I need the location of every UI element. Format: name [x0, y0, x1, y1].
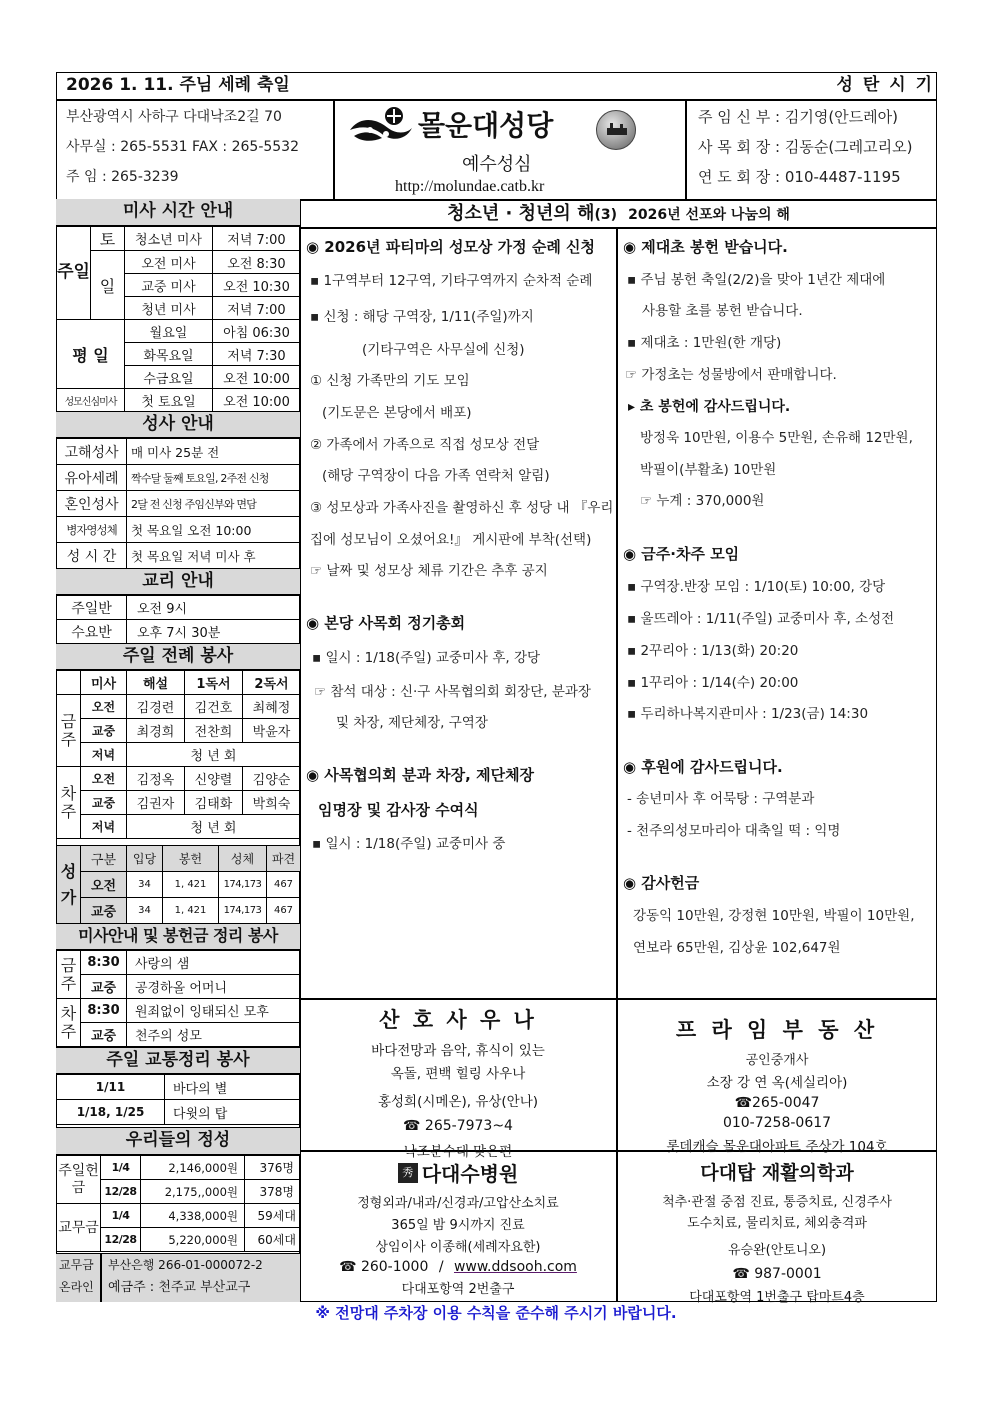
mass-time: 오전 10:00	[213, 389, 301, 412]
reader-2: 김양순	[243, 767, 301, 791]
column-header: 입당	[127, 846, 163, 872]
ad-line: 척추·관절 중점 진료, 통증치료, 신경주사	[662, 1195, 892, 1210]
pastor: 주 임 신 부 : 김기영(안드레아)	[698, 108, 898, 126]
body-line: ▪ 신청 : 해당 구역장, 1/11(주일)까지	[310, 309, 534, 325]
ad-title: 프 라 임 부 동 산	[675, 1018, 879, 1042]
ad-line: 옥돌, 편백 힐링 사우나	[390, 1066, 526, 1082]
bank-account: 부산은행 266-01-000072-2	[108, 1258, 263, 1272]
class-time: 오후 7시 30분	[127, 620, 301, 644]
body-line: 박필이(부활초) 10만원	[640, 462, 777, 478]
group-name: 공경하올 어머니	[127, 975, 301, 999]
offering-date: 12/28	[101, 1180, 141, 1204]
footer-notice: ※ 전망대 주차장 이용 수칙을 준수해 주시기 바랍니다.	[315, 1304, 677, 1322]
hymn-table	[56, 845, 301, 924]
divider	[56, 99, 937, 101]
sacraments-title: 성사 안내	[56, 411, 300, 438]
class-label: 수요반	[57, 620, 127, 644]
theme-sub: 2026년 선포와 나눔의 해	[628, 207, 790, 223]
offering-amount: 2,175,,000원	[141, 1180, 245, 1204]
mass-label: 교중	[81, 791, 127, 815]
mass-name: 월요일	[125, 320, 213, 343]
divider	[300, 998, 937, 1000]
separator: /	[438, 1259, 444, 1275]
traffic-group: 바다의 별	[165, 1075, 301, 1100]
dues-label: 교무금	[57, 1204, 101, 1252]
hospital-website-link[interactable]: www.ddsooh.com	[453, 1259, 577, 1275]
body-line: (해당 구역장이 다음 가족 연락처 알림)	[322, 468, 550, 484]
reader-1: 김태화	[185, 791, 243, 815]
theme-main: 청소년 · 청년의 해	[447, 203, 595, 224]
ad-title: 다대수병원	[421, 1162, 519, 1186]
mass-label: 저녁	[81, 743, 127, 767]
address: 부산광역시 사하구 다대낙조2길 70	[66, 109, 282, 125]
ad-phone: ☎ 265-7973~4	[403, 1118, 513, 1134]
body-line: ▪ 1구역부터 12구역, 기타구역까지 순차적 순례	[310, 273, 593, 289]
mass-label: 8:30	[81, 951, 127, 975]
hymn-number: 1, 421	[163, 872, 219, 898]
ad-rehab-clinic	[617, 1158, 937, 1305]
offering-amount: 5,220,000원	[141, 1228, 245, 1252]
divider	[685, 99, 687, 200]
sacrament-value: 첫 목요일 오전 10:00	[127, 517, 301, 543]
date-title: 2026 1. 11. 주님 세례 축일	[66, 75, 290, 95]
sacrament-label: 고해성사	[57, 439, 127, 465]
divider	[333, 99, 335, 200]
hymn-number: 34	[127, 872, 163, 898]
offering-amount: 4,338,000원	[141, 1204, 245, 1228]
body-line: 강동익 10만원, 강정현 10만원, 박필이 10만원,	[633, 908, 915, 924]
liturgy-title: 주일 전례 봉사	[56, 643, 300, 670]
youth-group: 청 년 회	[127, 815, 301, 839]
ad-line: 바다전망과 음악, 휴식이 있는	[371, 1043, 545, 1059]
section-title-altar-candles: ◉ 제대초 봉헌 받습니다.	[623, 238, 788, 256]
section-title-fatima: ◉ 2026년 파티마의 성모상 가정 순례 신청	[306, 238, 596, 256]
offering-count: 378명	[245, 1180, 301, 1204]
traffic-title: 주일 교통정리 봉사	[56, 1047, 300, 1074]
column-header: 봉헌	[163, 846, 219, 872]
body-line: ☞ 누계 : 370,000원	[640, 493, 765, 509]
body-line: ▪ 구역장.반장 모임 : 1/10(토) 10:00, 강당	[627, 579, 886, 595]
body-line: ① 신청 가족만의 기도 모임	[310, 373, 470, 389]
parish-logo-icon	[348, 106, 414, 146]
ad-line: 정형외과/내과/신경과/고압산소치료	[357, 1196, 559, 1211]
sun-label: 일	[91, 251, 125, 320]
mass-time: 오전 8:30	[213, 251, 301, 274]
online-label: 온라인	[59, 1280, 94, 1294]
body-line: 및 차장, 제단체장, 구역장	[336, 715, 488, 731]
church-emblem-icon	[596, 110, 636, 150]
ad-owner: 상임이사 이종해(세례자요한)	[375, 1240, 541, 1255]
mass-label: 오전	[81, 872, 127, 898]
mass-label: 오전	[81, 767, 127, 791]
group-name: 사랑의 샘	[127, 951, 301, 975]
ad-location: 낙조분수대 맞은편	[403, 1144, 513, 1160]
body-line: 방정욱 10만원, 이용수 5만원, 손유해 12만원,	[640, 430, 913, 446]
class-time: 오전 9시	[127, 596, 301, 620]
mass-label: 교중	[81, 719, 127, 743]
mass-name: 첫 토요일	[125, 389, 213, 412]
body-line: ▪ 제대초 : 1만원(한 개당)	[627, 335, 782, 351]
mass-name: 화목요일	[125, 343, 213, 366]
saturday-label: 토	[91, 227, 125, 251]
mass-time: 저녁 7:00	[213, 227, 301, 251]
commentator: 김정옥	[127, 767, 185, 791]
body-line: ☞ 가정초는 성물방에서 판매합니다.	[625, 367, 837, 383]
sunday-label: 주일	[57, 227, 91, 320]
traffic-date: 1/18, 1/25	[57, 1100, 165, 1125]
section-title-appointment: ◉ 사목협의회 분과 차장, 제단체장	[306, 766, 535, 784]
mass-name: 오전 미사	[125, 251, 213, 274]
body-line: 사용할 초를 봉헌 받습니다.	[642, 303, 803, 319]
empty-cell	[57, 671, 81, 695]
body-line: ▪ 일시 : 1/18(주일) 교중미사 중	[312, 836, 506, 852]
section-title-council-meeting: ◉ 본당 사목회 정기총회	[306, 614, 466, 632]
body-line: ▪ 2꾸리아 : 1/13(화) 20:20	[627, 643, 799, 659]
weekday-label: 평 일	[57, 320, 125, 389]
body-line: ▪ 주님 봉헌 축일(2/2)을 맞아 1년간 제대에	[627, 272, 886, 288]
offering-count: 60세대	[245, 1228, 301, 1252]
hymn-number: 467	[267, 898, 301, 924]
this-week-label: 금주	[57, 695, 81, 767]
ad-title: 산 호 사 우 나	[379, 1008, 537, 1032]
body-line: ▪ 일시 : 1/18(주일) 교중미사 후, 강당	[312, 650, 541, 666]
traffic-table	[56, 1074, 301, 1125]
body-line: ▪ 울뜨레아 : 1/11(주일) 교중미사 후, 소성전	[627, 611, 895, 627]
next-week-label: 차주	[57, 767, 81, 839]
section-title-meetings: ◉ 금주·차주 모임	[623, 545, 740, 563]
mass-time: 오전 10:30	[213, 274, 301, 297]
online-label: 교무금	[59, 1258, 94, 1272]
mass-label: 교중	[81, 975, 127, 999]
ad-phone: ☎ 260-1000	[339, 1259, 429, 1275]
mass-label: 오전	[81, 695, 127, 719]
ad-location: 다대포항역 2번출구	[401, 1282, 515, 1297]
office-phone: 사무실 : 265-5531 FAX : 265-5532	[66, 139, 299, 155]
offering-count: 59세대	[245, 1204, 301, 1228]
council-president: 사 목 회 장 : 김동순(그레고리오)	[698, 138, 913, 156]
reader-2: 최혜정	[243, 695, 301, 719]
mass-name: 교중 미사	[125, 274, 213, 297]
hospital-logo-icon: 秀	[398, 1163, 418, 1183]
marian-mass-label: 성모신심미사	[57, 389, 125, 412]
ad-owner: 유승완(안토니오)	[727, 1243, 827, 1258]
mass-times-title: 미사 시간 안내	[56, 199, 300, 226]
next-week-label: 차주	[57, 999, 81, 1047]
offering-count: 376명	[245, 1156, 301, 1180]
mass-times-table	[56, 226, 301, 412]
ad-owner: 소장 강 연 옥(세실리아)	[706, 1075, 848, 1091]
liturgical-season: 성 탄 시 기	[836, 75, 934, 95]
ad-location: 롯데캐슬 몰운대아파트 주상가 104호	[666, 1139, 888, 1155]
group-name: 원죄없이 잉태되신 모후	[127, 999, 301, 1023]
traffic-group: 다윗의 탑	[165, 1100, 301, 1125]
reader-1: 김건호	[185, 695, 243, 719]
collection-service-table	[56, 950, 301, 1047]
ad-line: 도수치료, 물리치료, 체외충격파	[687, 1216, 867, 1231]
offering-amount: 2,146,000원	[141, 1156, 245, 1180]
column-header: 1독서	[185, 671, 243, 695]
column-header: 구분	[81, 846, 127, 872]
class-label: 주일반	[57, 596, 127, 620]
this-week-label: 금주	[57, 951, 81, 999]
mass-time: 저녁 7:30	[213, 343, 301, 366]
collection-service-title: 미사안내 및 봉헌금 정리 봉사	[56, 923, 300, 950]
mass-label: 8:30	[81, 999, 127, 1023]
divider	[300, 227, 937, 229]
hymn-label: 성가	[57, 846, 81, 924]
ad-line: 공인중개사	[745, 1053, 809, 1068]
divider	[100, 1253, 102, 1302]
mass-label: 교중	[81, 1023, 127, 1047]
sacrament-label: 유아세례	[57, 465, 127, 491]
body-line: 연보라 65만원, 김상윤 102,647원	[633, 940, 841, 956]
column-header: 성체	[219, 846, 267, 872]
body-line: ▪ 두리하나복지관미사 : 1/23(금) 14:30	[627, 706, 869, 722]
body-line: - 천주의성모마리아 대축일 떡 : 익명	[627, 823, 841, 839]
body-line: ③ 성모상과 가족사진을 촬영하신 후 성당 내 『우리	[310, 500, 614, 516]
body-line: 집에 성모님이 오셨어요!』 게시판에 부착(선택)	[310, 532, 592, 548]
ad-sauna	[300, 1004, 616, 1160]
offering-date: 1/4	[101, 1204, 141, 1228]
column-header: 미사	[81, 671, 127, 695]
body-line: (기타구역은 사무실에 신청)	[362, 342, 525, 358]
theme-number: (3)	[594, 207, 618, 223]
reader-2: 박윤자	[243, 719, 301, 743]
ad-realty	[617, 1014, 937, 1155]
hymn-number: 174,173	[219, 898, 267, 924]
reader-2: 박희숙	[243, 791, 301, 815]
section-title-thanks-offering: ◉ 감사헌금	[623, 874, 700, 892]
residence-phone: 주 임 : 265-3239	[66, 169, 179, 185]
body-line: ☞ 참석 대상 : 신·구 사목협의회 회장단, 분과장	[314, 684, 591, 700]
commentator: 최경희	[127, 719, 185, 743]
liturgy-table	[56, 670, 301, 839]
commentator: 김권자	[127, 791, 185, 815]
offering-date: 1/4	[101, 1156, 141, 1180]
body-line: ② 가족에서 가족으로 직접 성모상 전달	[310, 437, 540, 453]
ad-hospital	[300, 1158, 616, 1297]
sacrament-label: 혼인성사	[57, 491, 127, 517]
sacrament-label: 성 시 간	[57, 543, 127, 569]
traffic-date: 1/11	[57, 1075, 165, 1100]
section-title-appointment-2: 임명장 및 감사장 수여식	[318, 801, 479, 819]
mass-name: 청년 미사	[125, 297, 213, 320]
hymn-number: 1, 421	[163, 898, 219, 924]
sunday-offering-label: 주일헌금	[57, 1156, 101, 1204]
section-title-sponsorship: ◉ 후원에 감사드립니다.	[623, 758, 783, 776]
ad-location: 다대포항역 1번출구 탑마트4층	[689, 1290, 865, 1305]
mass-time: 저녁 7:00	[213, 297, 301, 320]
patron: 예수성심	[462, 154, 532, 175]
body-line: (기도문은 본당에서 배포)	[322, 405, 472, 421]
ad-phone: ☎ 987-0001	[732, 1266, 822, 1282]
ad-title: 다대탑 재활의학과	[700, 1162, 854, 1184]
sacraments-table	[56, 438, 301, 569]
offerings-title: 우리들의 정성	[56, 1127, 300, 1155]
reader-1: 전찬희	[185, 719, 243, 743]
hymn-number: 34	[127, 898, 163, 924]
sacrament-value: 매 미사 25분 전	[127, 439, 301, 465]
column-header: 해설	[127, 671, 185, 695]
column-header: 파견	[267, 846, 301, 872]
account-holder: 예금주 : 천주교 부산교구	[108, 1280, 251, 1295]
website-link[interactable]: http://molundae.catb.kr	[395, 178, 545, 195]
column-header: 2독서	[243, 671, 301, 695]
body-line: ▪ 1꾸리아 : 1/14(수) 20:00	[627, 675, 799, 691]
ad-phone: ☎265-0047	[734, 1095, 820, 1111]
mass-time: 오전 10:00	[213, 366, 301, 389]
body-line: - 송년미사 후 어묵탕 : 구역분과	[627, 791, 815, 807]
offerings-table	[56, 1155, 301, 1252]
sacrament-value: 2달 전 신청 주임신부와 면담	[127, 491, 301, 517]
theme-banner	[300, 200, 937, 227]
mass-label: 교중	[81, 898, 127, 924]
reader-1: 신양렬	[185, 767, 243, 791]
group-name: 천주의 성모	[127, 1023, 301, 1047]
sacrament-value: 짝수달 둘째 토요일, 2주전 신청	[127, 465, 301, 491]
hymn-number: 174,173	[219, 872, 267, 898]
sub-title: ▸ 초 봉헌에 감사드립니다.	[628, 399, 791, 415]
offering-date: 12/28	[101, 1228, 141, 1252]
body-line: ☞ 날짜 및 성모상 체류 기간은 추후 공지	[310, 563, 548, 579]
parish-name: 몰운대성당	[418, 109, 554, 142]
ad-line: 365일 밤 9시까지 진료	[391, 1218, 525, 1233]
hymn-number: 467	[267, 872, 301, 898]
youth-group: 청 년 회	[127, 743, 301, 767]
ad-owner: 홍성희(시메온), 유상(안나)	[377, 1094, 539, 1110]
mass-label: 저녁	[81, 815, 127, 839]
commentator: 김경련	[127, 695, 185, 719]
mass-name: 수금요일	[125, 366, 213, 389]
mass-name: 청소년 미사	[125, 227, 213, 251]
sacrament-value: 첫 목요일 저녁 미사 후	[127, 543, 301, 569]
ad-mobile: 010-7258-0617	[722, 1115, 832, 1131]
sacrament-label: 병자영성체	[57, 517, 127, 543]
catechism-table	[56, 595, 301, 644]
catechism-title: 교리 안내	[56, 568, 300, 595]
mass-time: 아침 06:30	[213, 320, 301, 343]
youth-president: 연 도 회 장 : 010-4487-1195	[698, 168, 901, 186]
